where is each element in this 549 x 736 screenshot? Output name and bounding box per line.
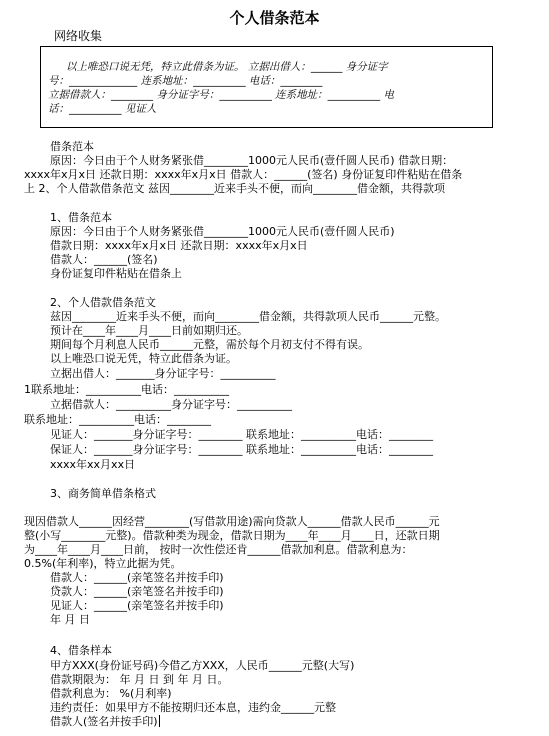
date-line: 年 月 日: [50, 613, 90, 626]
text-line: 预计在____年____月____日前如期归还。: [50, 324, 248, 337]
text-line: 见证人：______(亲笔签名并按手印): [50, 599, 224, 612]
text-line: 借条范本: [50, 140, 94, 153]
text-line: 0.5%(年利率)，特立此据为凭。: [24, 557, 182, 570]
text-line: 甲方XXX(身份证号码)今借乙方XXX，人民币______元整(大写): [50, 659, 355, 672]
text-line: 1联系地址：__________电话：__________: [24, 383, 229, 396]
text-line: 原因：今日由于个人财务紧张借________1000元人民币(壹仟圆人民币): [50, 225, 395, 238]
text-line: 借款利息为： %(月利率): [50, 687, 172, 700]
document-title: 个人借条范本: [229, 9, 320, 27]
date-line: xxxx年xx月xx日: [50, 458, 136, 471]
text-line: 上 2、个人借款借条范文 兹因________近来手头不便，而向________借金额，共得款项: [24, 182, 445, 195]
text-line: 见证人：_______身分证字号：________ 联系地址：__________电话：________: [50, 428, 433, 441]
text-line: xxxx年x月x日 还款日期：xxxx年x月x日 借款人：______(签名) 身份证复印件粘贴在借条: [24, 168, 463, 181]
text-cursor: [159, 715, 160, 727]
section-heading: 2、个人借款借条范文: [50, 296, 156, 309]
text-line: 借款日期：xxxx年x月x日 还款日期：xxxx年x月x日: [50, 239, 308, 252]
text-line: 整(小写________元整)。借款种类为现金，借款日期为____年____月____日，还款日期: [24, 529, 440, 542]
text-line-last[interactable]: [50, 715, 160, 729]
notice-line: 以上唯恐口说无凭，特立此借条为证。 立据出借人：______ 身分证字: [66, 61, 388, 73]
text-line: 联系地址：__________电话：________: [24, 413, 211, 426]
text-line: 以上唯恐口说无凭，特立此借条为证。: [50, 352, 237, 365]
section-heading: 3、商务简单借条格式: [50, 487, 156, 500]
notice-line: 话：__________ 见证人: [48, 103, 157, 115]
text-line: 借款人：______(签名): [50, 253, 158, 266]
text-line: 期间每个月利息人民币______元整，需於每个月初支付不得有误。: [50, 338, 369, 351]
text-line: 借款期限为： 年 月 日 到 年 月 日。: [50, 673, 229, 686]
text-line: 原因：今日由于个人财务紧张借________1000元人民币(壹仟圆人民币) 借款日期：: [50, 154, 454, 167]
text-line: 现因借款人______因经营________(写借款用途)需向贷款人______借款人民币______元: [24, 515, 440, 528]
section-heading: 1、借条范本: [50, 211, 112, 224]
section-heading: 4、借条样本: [50, 644, 112, 657]
text-line: 借款人：______(亲笔签名并按手印): [50, 571, 224, 584]
text-line: 贷款人：______(亲笔签名并按手印): [50, 585, 224, 598]
source-note: 网络收集: [54, 29, 103, 43]
notice-line: 号：_____________ 连系地址：__________ 电话：________: [48, 75, 323, 87]
text-line: 立据借款人：__________身分证字号：__________: [50, 398, 292, 411]
text-line: 借款人(签名并按手印): [50, 715, 158, 728]
text-line: 身份证复印件粘贴在借条上: [50, 267, 182, 280]
text-line: 兹因________近来手头不便，而向________借金额，共得款项人民币______元整。: [50, 310, 446, 323]
text-line: 立据出借人：_______身分证字号：__________: [50, 367, 276, 380]
notice-line: 立据借款人：________ 身分证字号：__________ 连系地址：__________ 电: [48, 89, 395, 101]
text-line: 为____年____月____日前， 按时一次性偿还肯______借款加利息。借款利息为：: [24, 543, 413, 556]
text-line: 违约责任：如果甲方不能按期归还本息，违约金______元整: [50, 701, 336, 714]
text-line: 保证人：_______身分证字号：________ 联系地址：__________电话：________: [50, 443, 433, 456]
